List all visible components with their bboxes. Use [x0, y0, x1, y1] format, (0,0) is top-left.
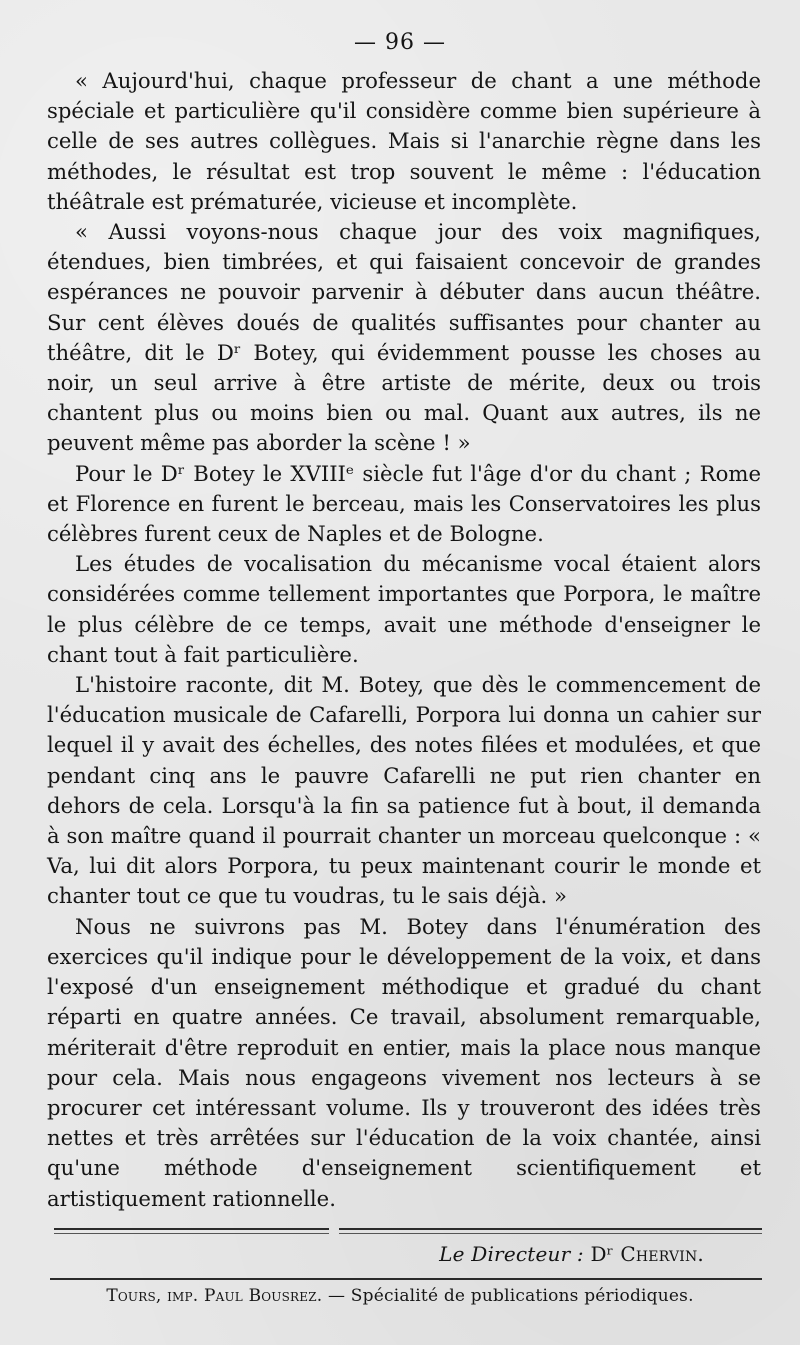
- footer-specialty: Spécialité de publications périodiques.: [350, 1286, 694, 1306]
- signature-rule-right-bottom: [339, 1233, 762, 1234]
- paragraph-6: Nous ne suivrons pas M. Botey dans l'énumération des exercices qu'il indique pour le développement de la voix, et dans l'exposé d'un enseignement méthodique et gradué du chant réparti en quatre années. Ce travail, absolument remarquable, mériterait d'être reproduit en entier, mais la place nous manque pour cela. Mais nous engageons vivement nos lecteurs à se procurer cet intéressant volume. Ils y trouveront des idées très nettes et très arrêtées sur l'éducation de la voix chantée, ainsi qu'une méthode d'enseignement scientifiquement et artistiquement rationnelle.: [47, 913, 761, 1211]
- printer-footer: [0, 1286, 800, 1306]
- article-body: [47, 66, 761, 1214]
- paragraph-3: Pour le Dʳ Botey le XVIIIᵉ siècle fut l'âge d'or du chant ; Rome et Florence en furent le berceau, mais les Conservatoires les plus célèbres furent ceux de Naples et de Bologne.: [47, 460, 761, 547]
- paragraph-2: « Aussi voyons-nous chaque jour des voix magnifiques, étendues, bien timbrées, et qui faisaient concevoir de grandes espérances ne pouvoir parvenir à débuter dans aucun théâtre. Sur cent élèves doués de qualités suffisantes pour chanter au théâtre, dit le Dʳ Botey, qui évidemment pousse les choses au noir, un seul arrive à être artiste de mérite, deux ou trois chantent plus ou moins bien ou mal. Quant aux autres, ils ne peuvent même pas aborder la scène ! »: [47, 219, 761, 456]
- page-number: — 96 —: [354, 30, 446, 55]
- signature-rule-left-top: [54, 1228, 329, 1230]
- paragraph-5: L'histoire raconte, dit M. Botey, que dès le commencement de l'éducation musicale de Cafarelli, Porpora lui donna un cahier sur lequel il y avait des échelles, des notes filées et modulées, et que pendant cinq ans le pauvre Cafarelli ne put rien chanter en dehors de cela. Lorsqu'à la fin sa patience fut à bout, il demanda à son maître quand il pourrait chanter un morceau quelconque : « Va, lui dit alors Porpora, tu peux maintenant courir le monde et chanter tout ce que tu voudras, tu le sais déjà. »: [47, 672, 761, 909]
- signature-rule-left-bottom: [54, 1233, 329, 1234]
- paragraph-4: Les études de vocalisation du mécanisme vocal étaient alors considérées comme tellement importantes que Porpora, le maître le plus célèbre de ce temps, avait une méthode d'enseigner le chant tout à fait particulière.: [47, 551, 761, 667]
- signature-rule-right-top: [339, 1228, 762, 1230]
- footer-rule: [50, 1278, 762, 1280]
- paragraph-1: « Aujourd'hui, chaque professeur de chant a une méthode spéciale et particulière qu'il considère comme bien supérieure à celle de ses autres collègues. Mais si l'anarchie règne dans les méthodes, le résultat est trop souvent le même : l'éducation théâtrale est prématurée, vicieuse et incomplète.: [47, 68, 761, 214]
- signature-name: Dʳ Chervin.: [590, 1242, 704, 1266]
- signature-line: [439, 1242, 704, 1266]
- printer-name: Tours, imp. Paul Bousrez. —: [106, 1286, 346, 1306]
- signature-role: Le Directeur :: [439, 1242, 584, 1266]
